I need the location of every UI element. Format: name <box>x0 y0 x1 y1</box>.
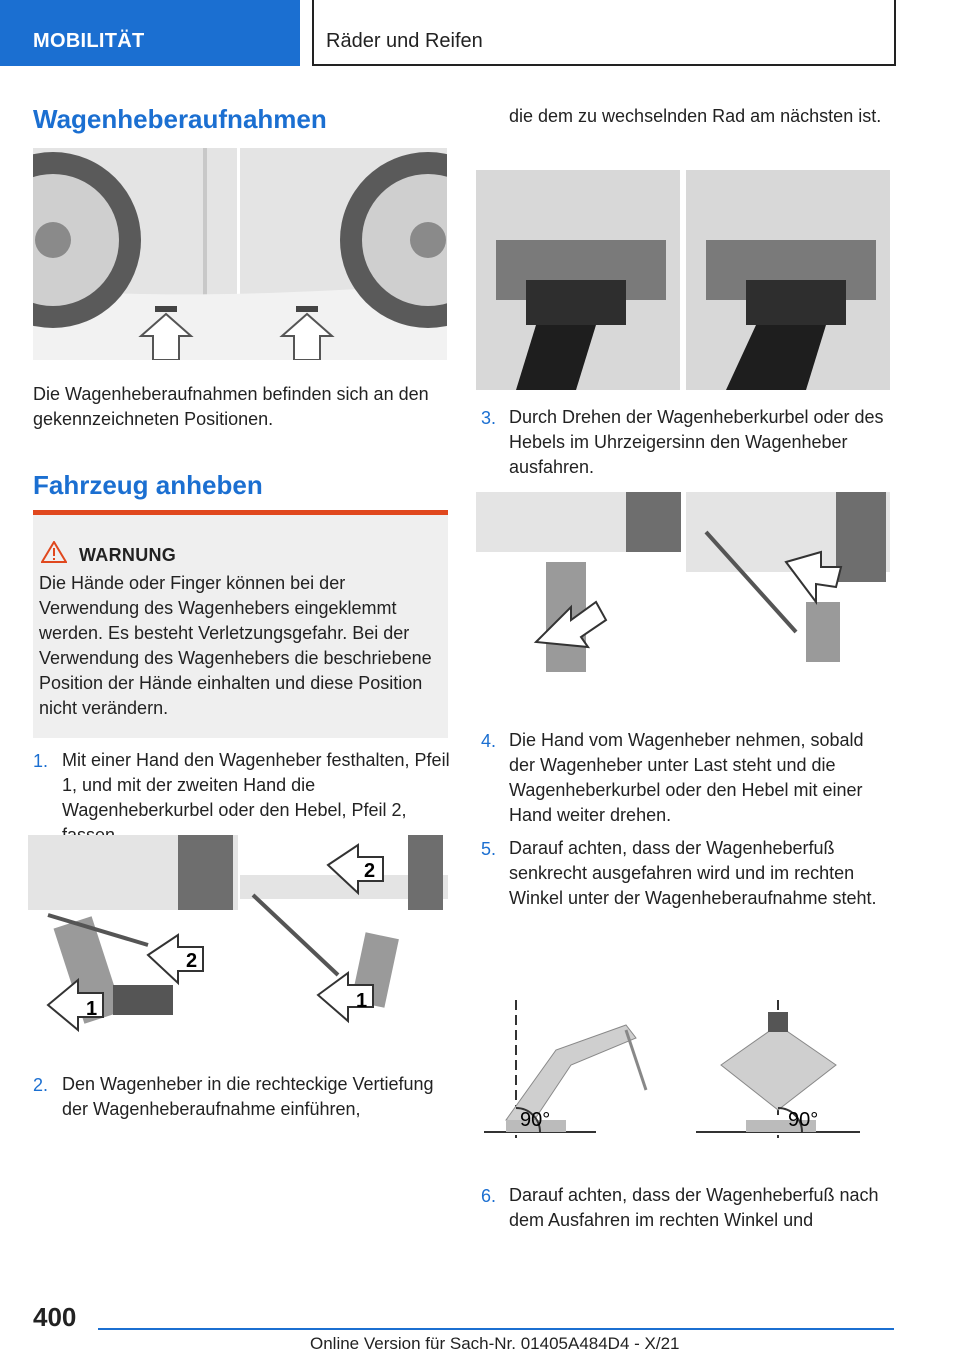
warning-box <box>33 510 448 738</box>
arrow-label-2a: 2 <box>186 950 198 972</box>
step-2-text: Den Wagenheber in die rechteckige Vertiefung der Wagenheberaufnahme einführen, <box>62 1074 434 1119</box>
footer-divider <box>98 1328 894 1330</box>
paragraph-jack-points: Die Wagenheberaufnahmen befinden sich an den gekennzeichneten Positionen. <box>33 384 429 429</box>
step-1-number: 1. <box>33 751 49 771</box>
warning-title: WARNUNG <box>79 545 177 565</box>
warning-icon <box>41 541 67 563</box>
heading-wagenheberaufnahmen: Wagenheberaufnahmen <box>33 104 327 134</box>
step-1-text: Mit einer Hand den Wagenheber festhalten, Pfeil 1, und mit der zweiten Hand die Wagenheberkurbel oder den Hebel, Pfeil 2, <box>62 750 450 820</box>
continued-text: die dem zu wechselnden Rad am nächsten ist. <box>509 106 882 126</box>
figure-jack-seat <box>476 170 890 390</box>
footer-text: Online Version für Sach-Nr. 01405A484D4 - X/21 <box>310 1334 680 1353</box>
warning-text: Die Hände oder Finger können bei der Verwendung des Wagenhebers eingeklemmt werden. Es besteht Verletzungsgefahr. Bei der Verwendung des Wagenhebers die beschriebene Position der Hände einhalten und diese Position nicht verändern. <box>39 573 432 718</box>
heading-fahrzeug-anheben: Fahrzeug anheben <box>33 470 263 500</box>
step-6-number: 6. <box>481 1186 497 1206</box>
arrow-label-2b: 2 <box>364 860 376 882</box>
arrow-label-1a: 1 <box>86 998 98 1020</box>
chapter-tab <box>312 0 896 66</box>
chapter-title: Räder und Reifen <box>326 30 483 52</box>
section-title: MOBILITÄT <box>33 30 145 52</box>
step-5-text: Darauf achten, dass der Wagenheberfuß senkrecht ausgefahren wird und im rechten Winkel unter der Wagenheberaufnahme steht. <box>509 838 877 908</box>
step-5-number: 5. <box>481 839 497 859</box>
figure-right-angle <box>476 990 890 1140</box>
page-number: 400 <box>33 1302 77 1332</box>
section-tab <box>0 0 300 66</box>
figure-jack-points <box>33 148 447 360</box>
angle-label-left: 90° <box>520 1109 551 1131</box>
step-3-text: Durch Drehen der Wagenheberkurbel oder des Hebels im Uhrzeigersinn den Wagenheber ausfahren. <box>509 407 884 477</box>
arrow-label-1b: 1 <box>356 990 368 1012</box>
step-4-text: Die Hand vom Wagenheber nehmen, sobald der Wagenheber unter Last steht und die Wagenheberkurbel oder den Hebel mit einer Hand weiter drehen. <box>509 730 864 825</box>
figure-crank-jack <box>476 492 890 692</box>
figure-hold-jack <box>28 835 448 1035</box>
step-2-number: 2. <box>33 1075 49 1095</box>
step-6-text: Darauf achten, dass der Wagenheberfuß nach dem Ausfahren im rechten Winkel und <box>509 1185 879 1230</box>
step-3-number: 3. <box>481 408 497 428</box>
angle-label-right: 90° <box>788 1109 819 1131</box>
step-4-number: 4. <box>481 731 497 751</box>
